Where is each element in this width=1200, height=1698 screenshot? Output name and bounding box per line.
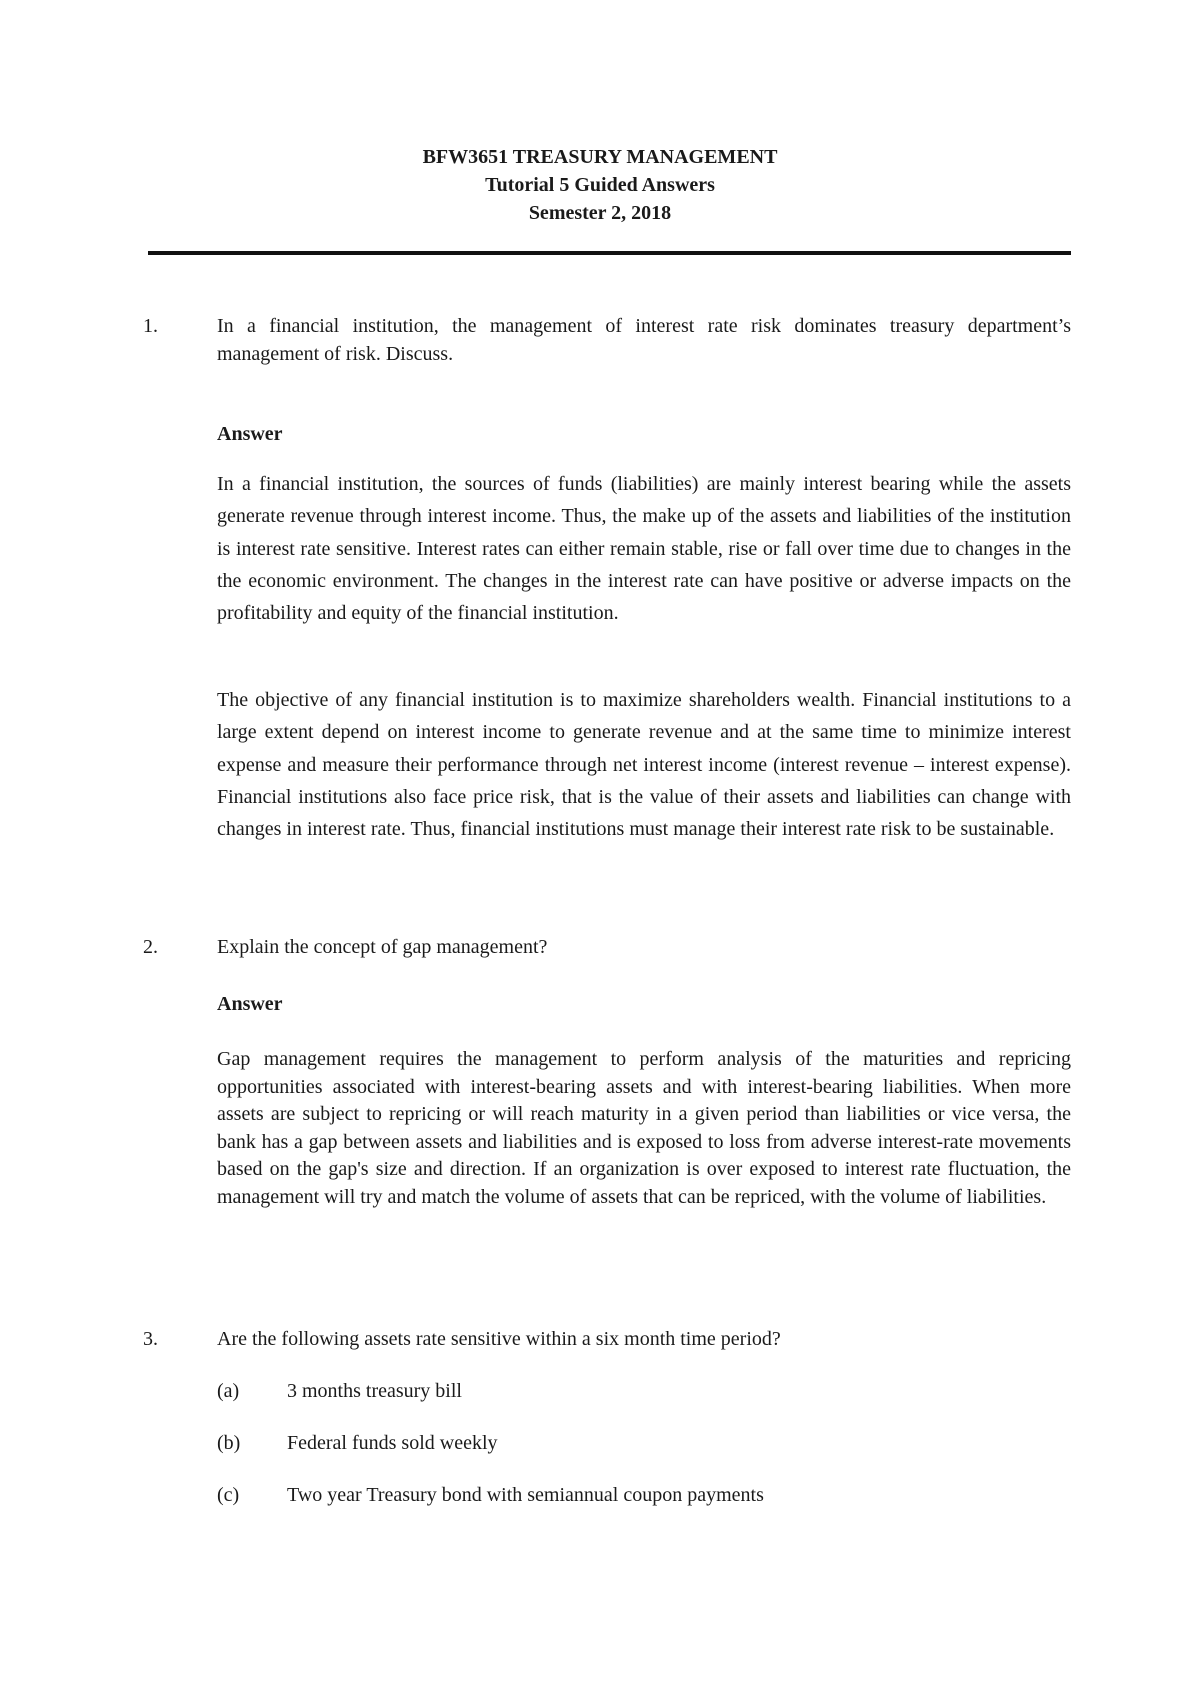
question-1-answer-label: Answer xyxy=(217,423,283,445)
question-2-answer-paragraph-1: Gap management requires the management to perform analysis of the maturities and repricing opportunities associated with interest-bearing assets and with interest-bearing liabilities. When more assets are subject to repricing or will reach maturity in a given period than liabilities or vice versa, the bank has a gap between assets and liabilities and is exposed to loss from adverse interest-rate movements based on the gap's size and direction. If an organization is over exposed to interest rate fluctuation, the management will try and match the volume of assets that can be repriced, with the volume of liabilities. xyxy=(217,1048,1071,1208)
semester-label: Semester 2, 2018 xyxy=(528,202,672,224)
course-title: BFW3651 TREASURY MANAGEMENT xyxy=(422,146,778,168)
question-1-answer-paragraph-2: The objective of any financial institution is to maximize shareholders wealth. Financial institutions to a large extent depend on interest income to generate revenue and at the same time to minimize interest expense and measure their performance through net interest income (interest revenue – interest expense). Financial institutions also face price risk, that is the value of their assets and liabilities can change with changes in interest rate. Thus, financial institutions must manage their interest rate risk to be sustainable. xyxy=(217,689,1071,841)
question-3-item-b-letter: (b) xyxy=(217,1432,241,1454)
question-1-number: 1. xyxy=(143,315,158,337)
question-3-item-a-text: 3 months treasury bill xyxy=(287,1380,462,1402)
question-2-answer-label: Answer xyxy=(217,993,283,1015)
question-3-item-c-letter: (c) xyxy=(217,1484,240,1506)
question-1-answer-paragraph-1: In a financial institution, the sources of funds (liabilities) are mainly interest bearing while the assets generate revenue through interest income. Thus, the make up of the assets and liabilities of the institution is interest rate sensitive. Interest rates can either remain stable, rise or fall over time due to changes in the the economic environment. The changes in the interest rate can have positive or adverse impacts on the profitability and equity of the financial institution. xyxy=(217,473,1071,625)
document-header xyxy=(0,143,1200,227)
question-2-text: Explain the concept of gap management? xyxy=(217,936,548,958)
question-1-text: In a financial institution, the management of interest rate risk dominates treasury department’s management of risk. Discuss. xyxy=(217,315,1071,365)
header-divider xyxy=(148,251,1071,255)
question-3-number: 3. xyxy=(143,1328,158,1350)
question-3-item-b-text: Federal funds sold weekly xyxy=(287,1432,498,1454)
tutorial-title: Tutorial 5 Guided Answers xyxy=(485,174,715,196)
question-2-number: 2. xyxy=(143,936,158,958)
question-3-item-c-text: Two year Treasury bond with semiannual coupon payments xyxy=(287,1484,764,1506)
question-3-text: Are the following assets rate sensitive within a six month time period? xyxy=(217,1328,781,1350)
question-3-item-a-letter: (a) xyxy=(217,1380,240,1402)
